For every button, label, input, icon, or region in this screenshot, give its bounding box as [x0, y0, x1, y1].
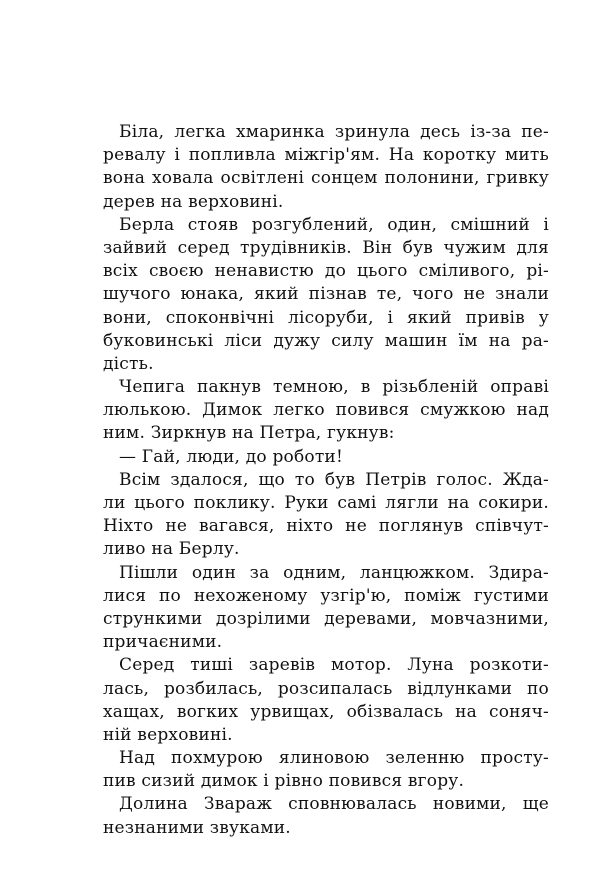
page-text [103, 121, 549, 840]
paragraph [103, 562, 549, 655]
text-line: пив сизий димок і рівно повився вгору. [103, 771, 465, 792]
text-line: ревалу і попливла міжгір'ям. На коротку мить [103, 145, 549, 166]
text-line: Долина Зварaж сповнювалась новими, ще [119, 794, 549, 815]
text-line: Пішли один за одним, ланцюжком. Здира- [119, 562, 549, 583]
text-line: зайвий серед трудівників. Він був чужим для [103, 237, 549, 258]
paragraph [103, 469, 549, 562]
text-line: хащах, вогких урвищах, обізвалась на соняч- [103, 701, 549, 722]
text-line: люлькою. Димок легко повився смужкою над [103, 400, 549, 421]
paragraph [103, 654, 549, 747]
paragraph [103, 446, 549, 469]
text-line: дерев на верховині. [103, 191, 284, 212]
text-line: стрункими дозрілими деревами, мовчазними, [103, 608, 549, 629]
text-line: Над похмурою ялиновою зеленню просту- [119, 748, 549, 769]
text-line: лась, розбилась, розсипалась відлунками по [103, 678, 549, 699]
text-line: ли цього поклику. Руки самі лягли на сокири. [103, 493, 549, 513]
text-line: всіх своєю ненавистю до цього сміливого, рі- [103, 261, 549, 282]
paragraph [103, 214, 549, 376]
text-line: ливо на Берлу. [103, 539, 240, 560]
text-line: лися по нехоженому узгір'ю, поміж густими [103, 585, 549, 606]
text-line: Серед тиші заревів мотор. Луна розкоти- [119, 655, 549, 676]
text-line: незнаними звуками. [103, 817, 291, 838]
paragraph [103, 747, 549, 793]
text-line: причаєними. [103, 632, 223, 653]
text-line: Берла стояв розгублений, один, смішний і [119, 214, 549, 235]
paragraph [103, 376, 549, 446]
paragraph [103, 121, 549, 214]
text-line: Ніхто не вагався, ніхто не поглянув співчут- [103, 516, 549, 537]
text-line: вона ховала освітлені сонцем полонини, гривку [103, 168, 549, 189]
text-line: Всім здалося, що то був Петрів голос. Ждa- [119, 469, 549, 490]
text-line: — Гай, люди, до роботи! [119, 446, 343, 467]
text-line: ним. Зиркнув на Петра, гукнув: [103, 423, 395, 444]
text-line: дість. [103, 353, 154, 374]
text-line: Чепига пакнув темною, в різьбленій оправі [119, 377, 549, 398]
text-line: ній верховині. [103, 724, 233, 745]
paragraph [103, 793, 549, 839]
text-line: шучого юнака, який пізнав те, чого не знали [103, 284, 549, 305]
text-line: Біла, легка хмаринка зринула десь із-за пе- [119, 122, 549, 142]
text-line: вони, споконвічні лісоруби, і який привів у [103, 307, 549, 328]
text-line: буковинські ліси дужу силу машин їм на ра- [103, 330, 549, 351]
